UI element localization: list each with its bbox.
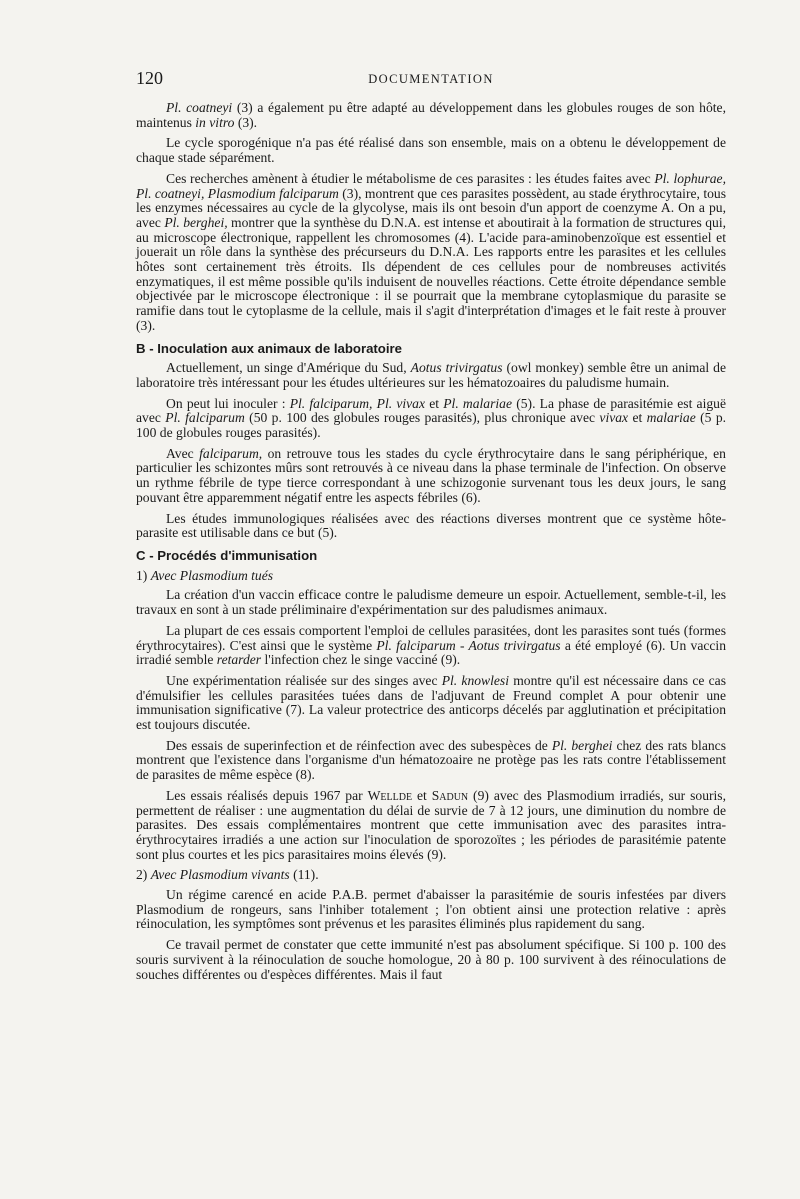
section-heading-b: B - Inoculation aux animaux de laboratoire — [136, 340, 402, 356]
species-name: vivax — [599, 410, 629, 426]
species-name: falciparum, — [199, 445, 263, 461]
paragraph: Le cycle sporogénique n'a pas été réalisé dans son ensemble, mais on a obtenu le développement de chaque stade séparément. — [136, 135, 726, 166]
paragraph — [136, 674, 726, 733]
subsection-title: Avec Plasmodium tués — [150, 567, 274, 583]
species-name: malariae — [646, 410, 696, 426]
subsection-heading-2 — [136, 868, 726, 883]
species-name: Pl. coatneyi — [166, 100, 233, 115]
species-name: Pl. lophurae, Pl. coatneyi, Plasmodium falciparum — [136, 170, 726, 201]
text-run: (3) a également pu être adapté au développement dans les globules rouges de son hôte, maintenus — [136, 100, 726, 130]
species-name: Pl. knowlesi — [441, 672, 509, 688]
species-name: Pl. malariae — [443, 395, 513, 411]
text-run: et — [425, 395, 444, 411]
text-run: On peut lui inoculer : — [166, 395, 290, 411]
text-run: Ces recherches amènent à étudier le métabolisme de ces parasites : les études faites avec — [166, 170, 655, 186]
subsection-title: Avec Plasmodium vivants — [150, 867, 290, 883]
paragraph — [136, 624, 726, 668]
text-run: et — [412, 787, 432, 803]
subsection-number: 1) — [136, 567, 151, 583]
species-name: Pl. falciparum - Aotus trivirgatus — [376, 637, 561, 653]
page-number: 120 — [136, 68, 163, 88]
text-run: (3), montrent que ces parasites possèdent, au stade érythrocytaire, tous les enzymes nécessaires au cycle de la glycolyse, mais ils ont besoin d'un apport de coenzyme A. On a pu, avec — [136, 185, 726, 230]
text-run: on retrouve tous les stades du cycle érythrocytaire dans le sang périphérique, en particulier les schizontes mûrs sont retrouvés à ce niveau dans la phase terminale de l'infection. On observe un rythme fébrile de type tierce correspondant à une schizogonie survenant tous les deux jours, le sang pouvant être apparemment négatif entre les aspects fébriles (6). — [136, 445, 726, 505]
paragraph — [136, 397, 726, 441]
text-run: (3). — [234, 114, 258, 130]
text-run: (owl monkey) semble être un animal de laboratoire très intéressant pour les études ultérieures sur les hématozoaires du paludisme humain. — [136, 360, 726, 390]
latin-term: in vitro — [195, 114, 235, 130]
paragraph — [136, 361, 726, 390]
species-name: Pl. falciparum, Pl. vivax — [289, 395, 426, 411]
species-name: Pl. berghei — [551, 737, 613, 753]
author-name: Wellde — [367, 787, 413, 803]
paragraph — [136, 101, 726, 130]
emphasis: retarder — [216, 652, 262, 668]
text-run: (50 p. 100 des globules rouges parasités), plus chronique avec — [244, 410, 600, 426]
text-run: (9) avec des Plasmodium irradiés, sur souris, permettent de réaliser : une augmentation du délai de survie de 7 à 12 jours, une diminution du nombre de parasites. Des essais complémentaires montrent que cette immunisation avec des parasites intra-érythrocytaires irradiés a une action sur l'inoculation de sporozoïtes ; les périodes de parasitémie patente sont plus courtes et les pics parasitaires moins élevés (9). — [136, 787, 726, 862]
species-name: Pl. berghei, — [164, 214, 228, 230]
paragraph — [136, 172, 726, 334]
reference: (11). — [289, 867, 319, 883]
running-head: DOCUMENTATION — [368, 72, 494, 86]
paragraph: Ce travail permet de constater que cette immunité n'est pas absolument spécifique. Si 100 p. 100 des souris survivent à la réinoculation de souche homologue, 20 à 80 p. 100 survivent à des réinoculations de souches différentes ou d'espèces différentes. Mais il faut — [136, 937, 726, 982]
text-run: (5 p. 100 de globules rouges parasités). — [136, 410, 727, 441]
species-name: Pl. falciparum — [165, 410, 245, 426]
text-run: montrer que la synthèse du D.N.A. est intense et aboutirait à la formation de structures qui, au microscope électronique, rappellent les chromosomes (4). L'acide para-aminobenzoïque est essentiel et jouerait un rôle dans la synthèse des précurseurs du D.N.A. Les rapports entre les parasites et les cellules hôtes sont certainement très étroits. Ils dépendent de ces cellules pour de nombreuses activités enzymatiques, il est même possible qu'ils induisent de nouvelles réactions. Cette étroite dépendance semble objectivée par le microscope électronique : il se pourrait que la membrane cytoplasmique du parasite se ramifie dans tout le cytoplasme de la cellule, mais il s'agit d'interprétation d'images et le fait reste à prouver (3). — [136, 214, 727, 333]
text-run: et — [628, 410, 647, 426]
paragraph — [136, 789, 726, 863]
text-run: La plupart de ces essais comportent l'emploi de cellules parasitées, dont les parasites sont tués (formes érythrocytaires). C'est ainsi que le système — [136, 622, 726, 653]
text-run: l'infection chez le singe vacciné (9). — [261, 652, 461, 668]
paragraph — [136, 739, 726, 783]
text-run: (5). La phase de parasitémie est aiguë avec — [136, 395, 726, 426]
text-run: Actuellement, un singe d'Amérique du Sud, — [166, 360, 411, 376]
section-heading-c: C - Procédés d'immunisation — [136, 547, 318, 563]
body-text — [136, 101, 726, 988]
author-name: Sadun — [431, 787, 469, 803]
text-run: Une expérimentation réalisée sur des singes avec — [166, 672, 442, 688]
text-run: Des essais de superinfection et de réinfection avec des subespèces de — [166, 737, 552, 753]
text-run: montre qu'il est nécessaire dans ce cas d'émulsifier les cellules parasitées tuées dans de l'adjuvant de Freund complet A pour obtenir une immunisation significative (7). La valeur protectrice des anticorps décelés par agglutination et précipitation est toujours discutée. — [136, 672, 726, 733]
text-run: chez des rats blancs montrent que l'existence dans l'organisme d'un hématozoaire ne protège pas les rats contre l'établissement de parasites de même espèce (8). — [136, 737, 726, 783]
paragraph — [136, 447, 726, 506]
paragraph: Les études immunologiques réalisées avec des réactions diverses montrent que ce système hôte-parasite est utilisable dans ce but (5). — [136, 510, 726, 541]
subsection-heading-1 — [136, 569, 726, 584]
text-run: Avec — [166, 445, 200, 461]
text-run: a été employé (6). Un vaccin irradié semble — [136, 637, 727, 668]
paragraph: Un régime carencé en acide P.A.B. permet d'abaisser la parasitémie de souris infestées par divers Plasmodium de rongeurs, sans l'inhiber totalement ; l'on obtient ainsi une protection relative : après réinoculation, les symptômes sont prévenus et les parasites éliminés plus rapidement du sang. — [136, 887, 726, 932]
species-name: Aotus trivirgatus — [410, 360, 503, 376]
text-run: Les essais réalisés depuis 1967 par — [166, 787, 368, 803]
subsection-number: 2) — [136, 867, 151, 883]
page-header — [136, 68, 726, 92]
paragraph: La création d'un vaccin efficace contre le paludisme demeure un espoir. Actuellement, semble-t-il, les travaux en sont à un stade préliminaire d'expérimentation sur des paludismes animaux. — [136, 587, 726, 618]
